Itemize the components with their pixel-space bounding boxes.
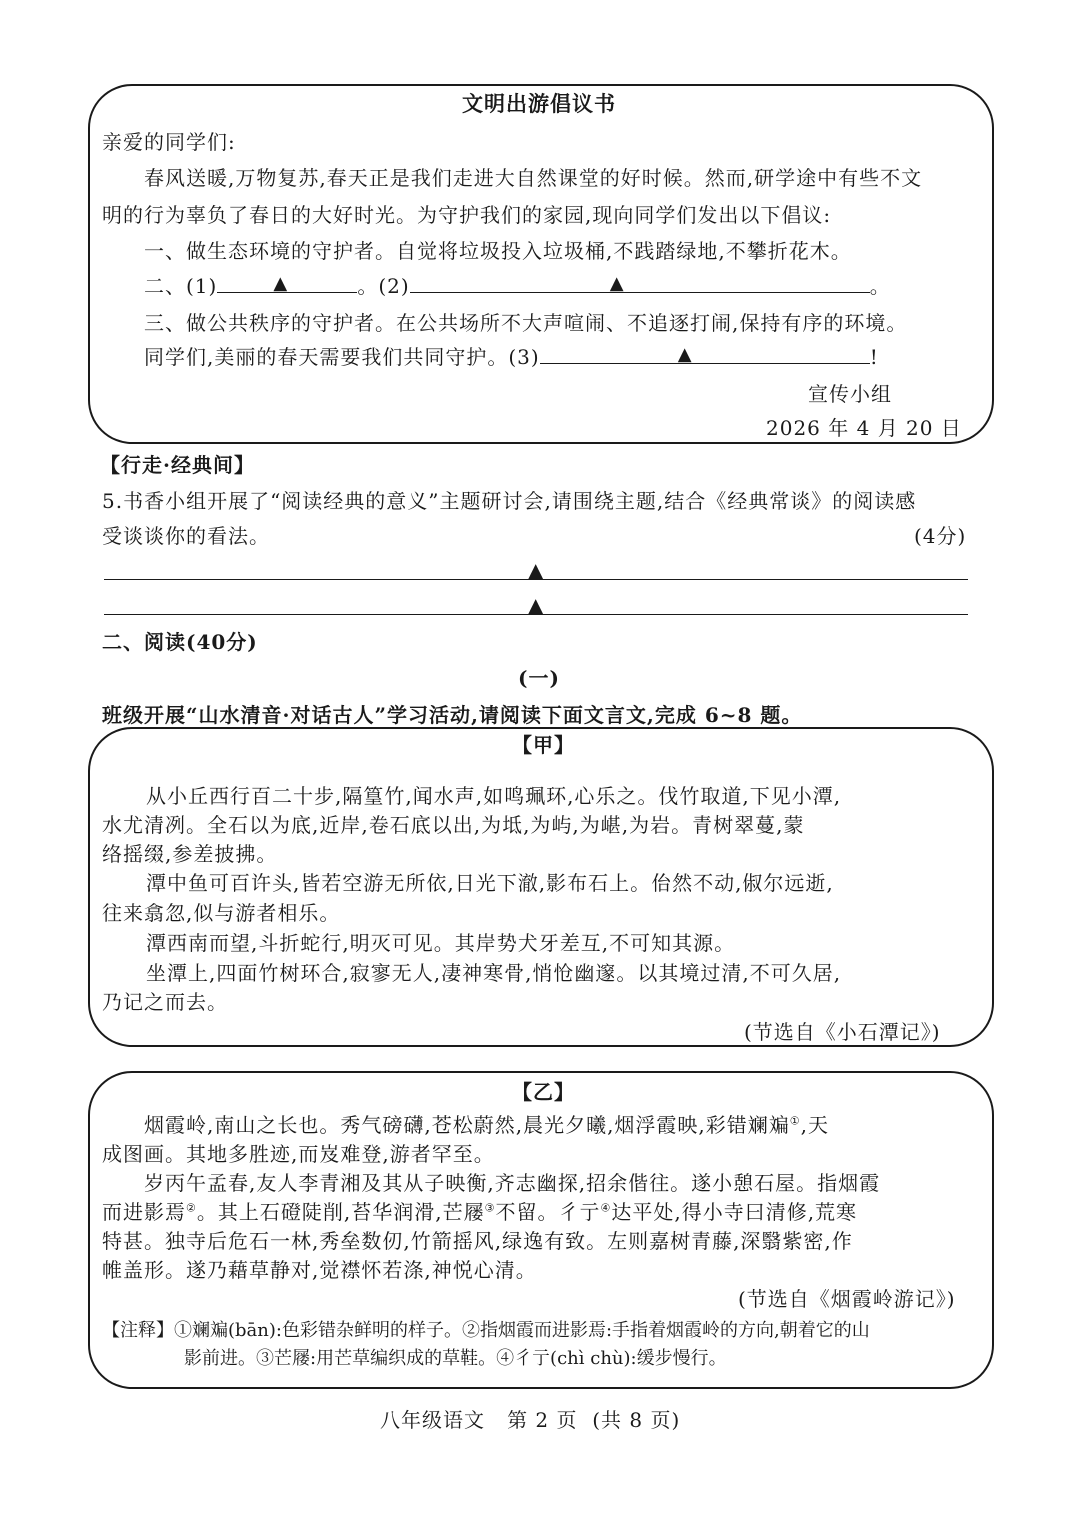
- answer-mark: ▲: [528, 593, 544, 617]
- proposal-greeting: 亲爱的同学们:: [102, 130, 236, 154]
- yi-line: 帷盖形。遂乃藉草静对,觉襟怀若涤,神悦心清。: [102, 1258, 537, 1282]
- proposal-item-3: 三、做公共秩序的守护者。在公共场所不大声喧闹、不追逐打闹,保持有序的环境。: [144, 311, 908, 335]
- proposal-closing: [144, 345, 879, 369]
- classic-section-header: 【行走·经典间】: [100, 453, 255, 477]
- answer-blank-3[interactable]: [540, 345, 870, 364]
- footnote-mark: ③: [484, 1201, 496, 1215]
- jia-line: 水尤清冽。全石以为底,近岸,卷石底以出,为坻,为屿,为嵁,为岩。青树翠蔓,蒙: [102, 813, 805, 837]
- yi-line: 特甚。独寺后危石一林,秀垒数仞,竹箭摇风,绿逸有致。左则嘉树青藤,深翳紫密,作: [102, 1229, 853, 1253]
- yi-text: 烟霞岭,南山之长也。秀气磅礴,苍松蔚然,晨光夕曦,烟浮霞映,彩错斓斒: [144, 1113, 790, 1137]
- yi-text: 达平处,得小寺曰清修,荒寒: [611, 1200, 858, 1224]
- item-2-prefix: 二、(1): [144, 274, 218, 298]
- yi-line: 成图画。其地多胜迹,而岌难登,游者罕至。: [102, 1142, 495, 1166]
- yi-text: 不留。彳亍: [495, 1200, 601, 1224]
- yi-line: [144, 1113, 829, 1137]
- yi-notes-line-2: 影前进。③芒屦:用芒草编织成的草鞋。④彳亍(chì chù):缓步慢行。: [184, 1348, 727, 1369]
- footnote-mark: ①: [789, 1114, 801, 1128]
- answer-mark: ▲: [273, 273, 289, 294]
- proposal-item-1: 一、做生态环境的守护者。自觉将垃圾投入垃圾桶,不践踏绿地,不攀折花木。: [144, 239, 852, 263]
- jia-line: 潭西南而望,斗折蛇行,明灭可见。其岸势犬牙差互,不可知其源。: [146, 931, 736, 955]
- yi-notes-line-1: 【注释】①斓斒(bān):色彩错杂鲜明的样子。②指烟霞而进影焉:手指着烟霞岭的方向,朝着它的山: [102, 1320, 870, 1341]
- jia-line: 潭中鱼可百许头,皆若空游无所依,日光下澈,影布石上。佁然不动,俶尔远逝,: [146, 871, 834, 895]
- jia-line: 从小丘西行百二十步,隔篁竹,闻水声,如鸣珮环,心乐之。伐竹取道,下见小潭,: [146, 784, 842, 808]
- reading-instruction: 班级开展“山水清音·对话古人”学习活动,请阅读下面文言文,完成 6~8 题。: [102, 703, 803, 727]
- proposal-date: 2026 年 4 月 20 日: [766, 416, 962, 440]
- reading-part-label: (一): [518, 666, 560, 690]
- proposal-para-1b: 明的行为辜负了春日的大好时光。为守护我们的家园,现向同学们发出以下倡议:: [102, 203, 832, 227]
- jia-line: 络摇缀,参差披拂。: [102, 842, 278, 866]
- yi-text: 。其上石磴陡削,苔华润滑,芒屦: [196, 1200, 485, 1224]
- closing-prefix: 同学们,美丽的春天需要我们共同守护。(3): [144, 345, 540, 369]
- answer-mark: ▲: [528, 558, 544, 582]
- question-5-score: (4分): [914, 524, 967, 548]
- footnote-mark: ④: [600, 1201, 612, 1215]
- question-5-line-1: 5.书香小组开展了“阅读经典的意义”主题研讨会,请围绕主题,结合《经典常谈》的阅读感: [102, 489, 917, 513]
- footnote-mark: ②: [186, 1201, 197, 1215]
- yi-text: 而进影焉: [102, 1200, 186, 1224]
- yi-text: ,天: [800, 1113, 830, 1137]
- proposal-item-2: [144, 274, 891, 298]
- jia-line: 乃记之而去。: [102, 990, 228, 1014]
- jia-line: 往来翕忽,似与游者相乐。: [102, 901, 341, 925]
- question-5-line-2: 受谈谈你的看法。: [102, 524, 270, 548]
- answer-mark: ▲: [609, 273, 625, 294]
- answer-blank-1[interactable]: [217, 274, 357, 293]
- item-2-end: 。: [869, 274, 891, 298]
- yi-line: [102, 1200, 857, 1224]
- proposal-para-1: 春风送暖,万物复苏,春天正是我们走进大自然课堂的好时候。然而,研学途中有些不文: [144, 166, 923, 190]
- passage-yi-label: 【乙】: [512, 1080, 575, 1104]
- item-2-mid: 。(2): [357, 274, 410, 298]
- passage-jia-label: 【甲】: [512, 733, 575, 757]
- page-footer: 八年级语文 第 2 页 (共 8 页): [380, 1408, 681, 1432]
- answer-mark: ▲: [677, 344, 693, 365]
- jia-line: 坐潭上,四面竹树环合,寂寥无人,凄神寒骨,悄怆幽邃。以其境过清,不可久居,: [146, 961, 842, 985]
- jia-source: (节选自《小石潭记》): [744, 1020, 941, 1044]
- yi-source: (节选自《烟霞岭游记》): [738, 1287, 956, 1311]
- answer-blank-2[interactable]: [410, 274, 870, 293]
- proposal-signature: 宣传小组: [808, 382, 892, 406]
- yi-line: 岁丙午孟春,友人李青湘及其从子映衡,齐志幽探,招余偕往。遂小憩石屋。指烟霞: [144, 1171, 881, 1195]
- proposal-title: 文明出游倡议书: [462, 91, 616, 116]
- closing-end: !: [869, 345, 879, 369]
- reading-section-header: 二、阅读(40分): [102, 630, 258, 654]
